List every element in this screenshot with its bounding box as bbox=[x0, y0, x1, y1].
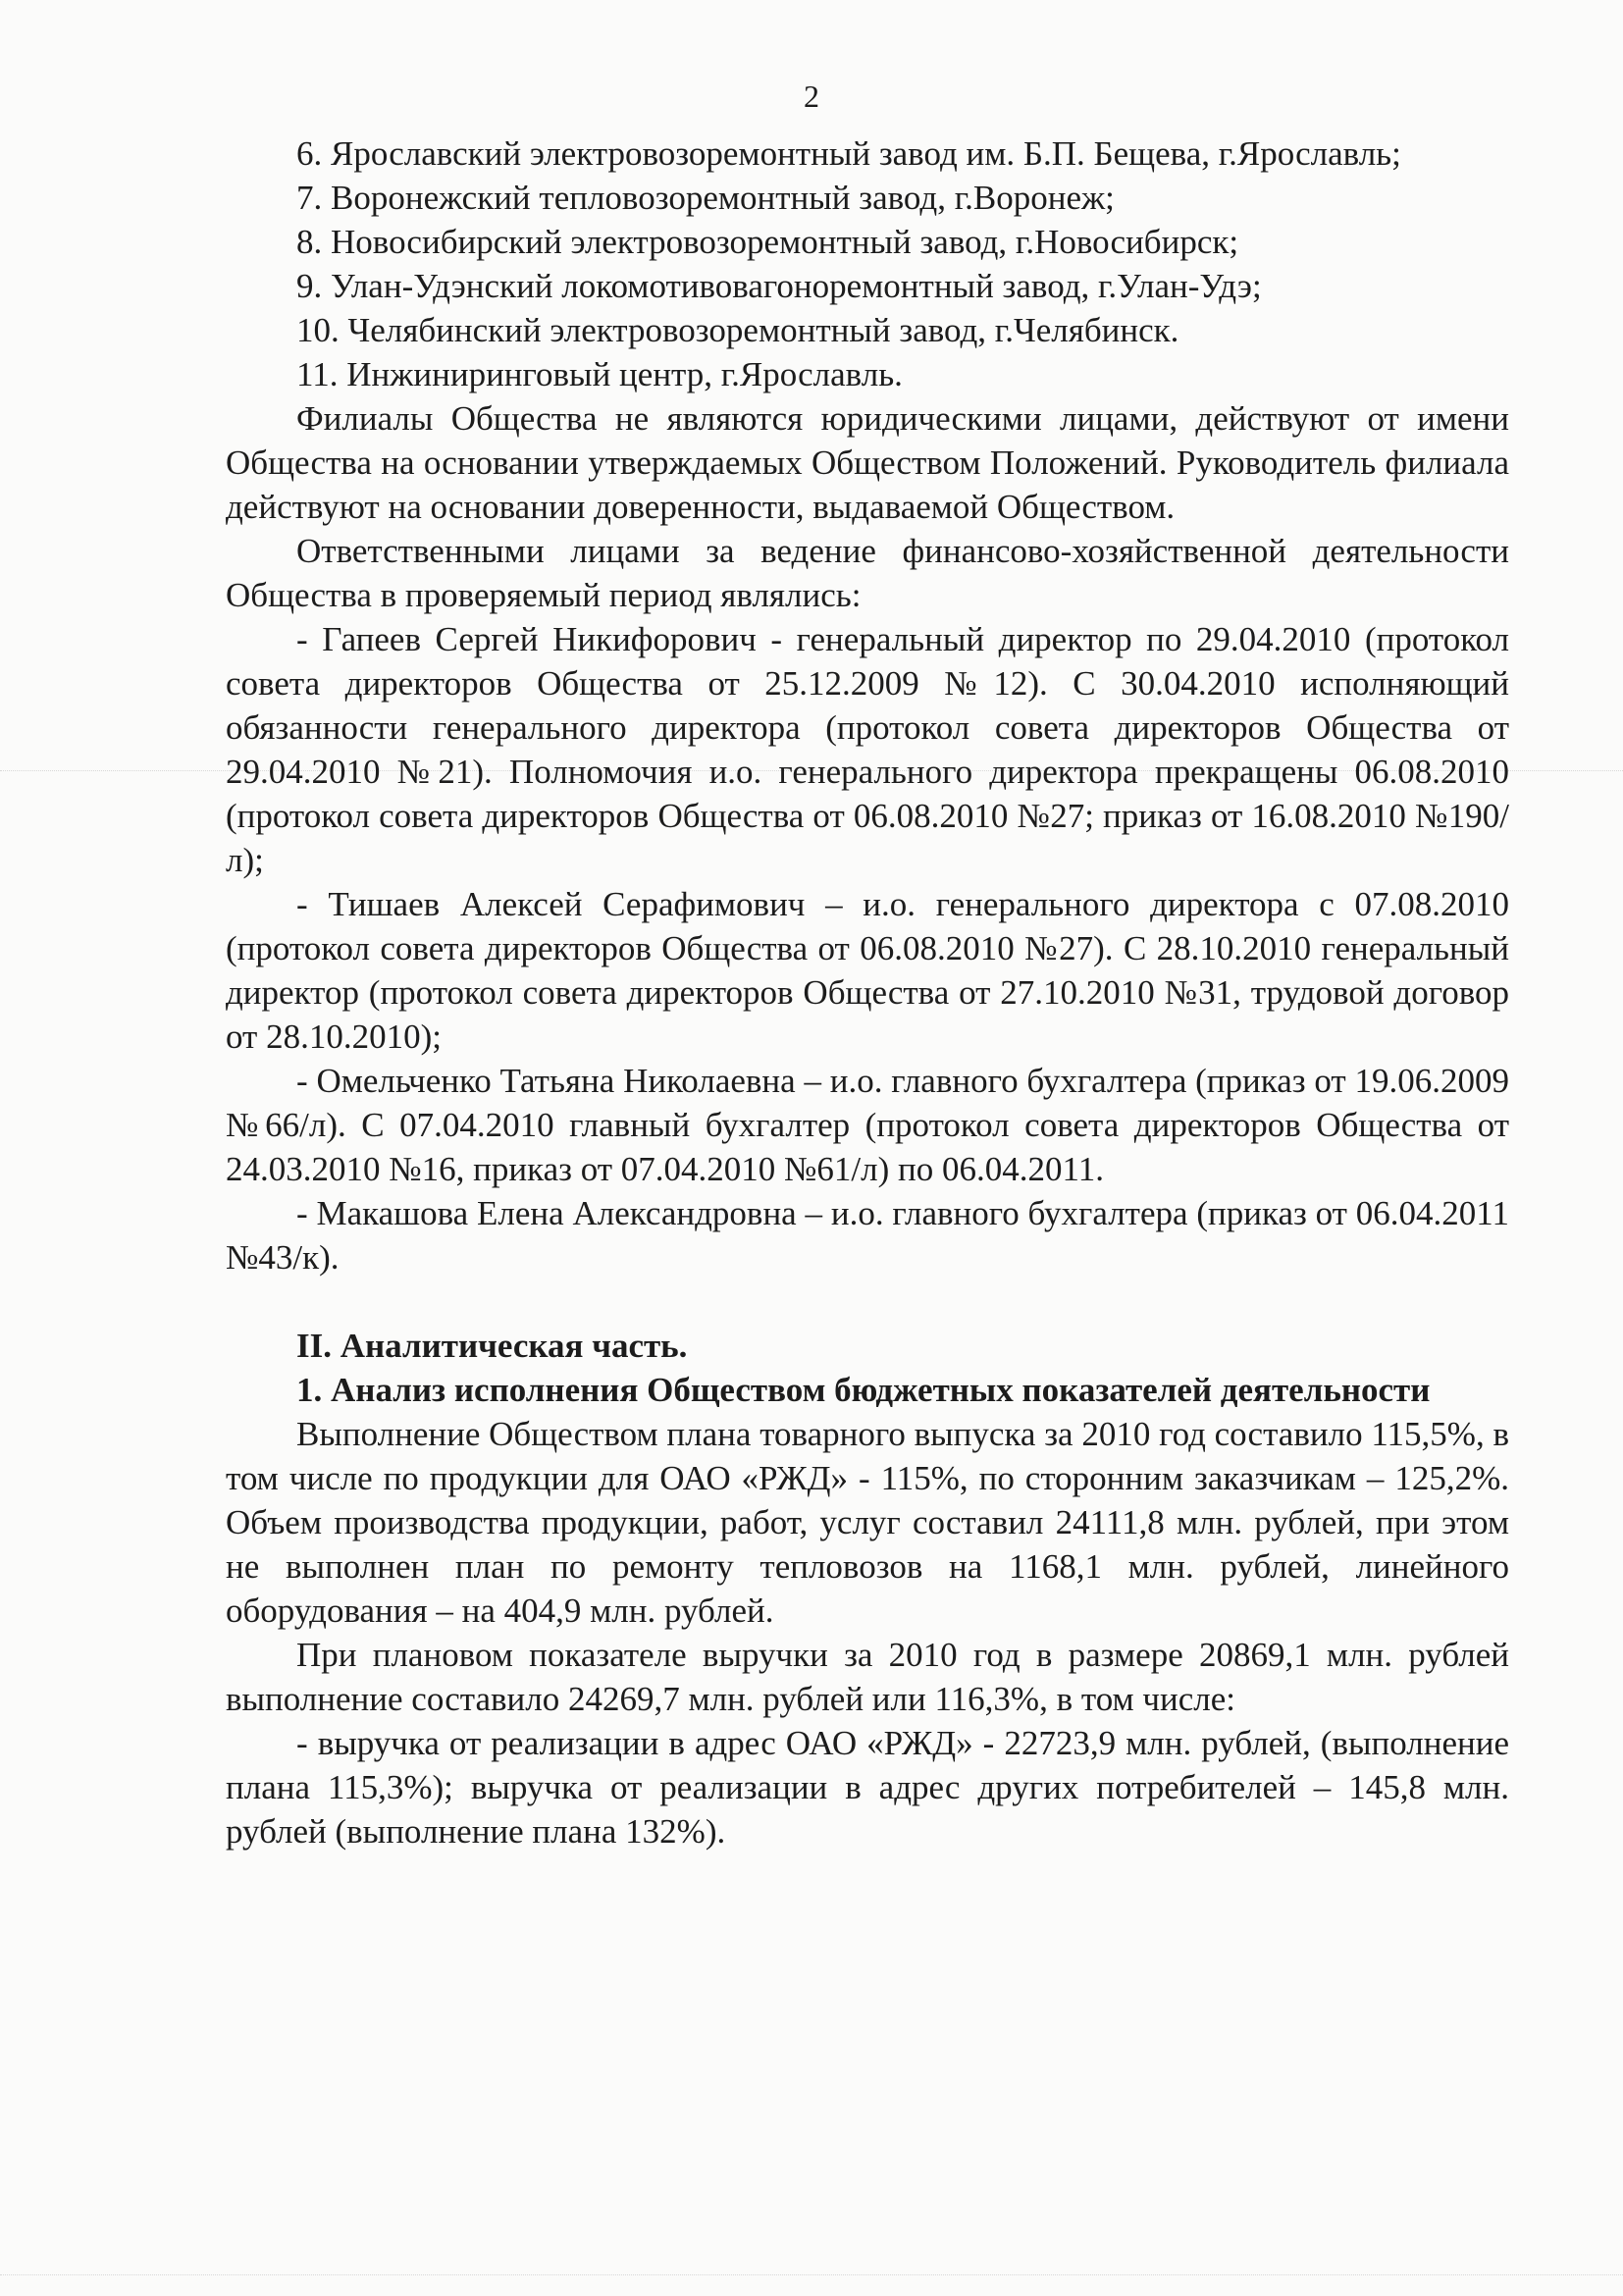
responsible-person-item: - Омельченко Татьяна Николаевна – и.о. главного бухгалтера (приказ от 19.06.2009 №66/л). С 07.04.2010 главный бухгалтер (протокол совета директоров Общества от 24.03.2010 №16, приказ от 07.04.2010 №61/л) по 06.04.2011. bbox=[226, 1062, 1509, 1188]
branch-item: 7. Воронежский тепловозоремонтный завод, г.Воронеж; bbox=[296, 179, 1115, 217]
branch-item: 6. Ярославский электровозоремонтный завод им. Б.П. Бещева, г.Ярославль; bbox=[296, 134, 1401, 173]
scan-artifact-line bbox=[0, 2274, 1623, 2275]
responsible-intro-paragraph: Ответственными лицами за ведение финансово-хозяйственной деятельности Общества в проверяемый период являлись: bbox=[226, 532, 1509, 614]
analysis-paragraph: При плановом показателе выручки за 2010 год в размере 20869,1 млн. рублей выполнение составило 24269,7 млн. рублей или 116,3%, в том числе: bbox=[226, 1636, 1509, 1718]
branch-item: 9. Улан-Удэнский локомотивовагоноремонтный завод, г.Улан-Удэ; bbox=[296, 267, 1262, 305]
section-spacer bbox=[226, 1279, 1509, 1324]
branches-note-paragraph: Филиалы Общества не являются юридическими лицами, действуют от имени Общества на основании утверждаемых Обществом Положений. Руководитель филиала действуют на основании доверенности, выдаваемой Обществом. bbox=[226, 399, 1509, 526]
analysis-paragraph: - выручка от реализации в адрес ОАО «РЖД» - 22723,9 млн. рублей, (выполнение плана 115,3%); выручка от реализации в адрес других потребителей – 145,8 млн. рублей (выполнение плана 132%). bbox=[226, 1724, 1509, 1851]
branch-item: 8. Новосибирский электровозоремонтный завод, г.Новосибирск; bbox=[296, 223, 1239, 261]
responsible-person-item: - Тишаев Алексей Серафимович – и.о. генерального директора с 07.08.2010 (протокол совета директоров Общества от 06.08.2010 №27). С 28.10.2010 генеральный директор (протокол совета директоров Общества от 27.10.2010 №31, трудовой договор от 28.10.2010); bbox=[226, 885, 1509, 1056]
analysis-paragraph: Выполнение Обществом плана товарного выпуска за 2010 год составило 115,5%, в том числе по продукции для ОАО «РЖД» - 115%, по сторонним заказчикам – 125,2%. Объем производства продукции, работ, услуг составил 24111,8 млн. рублей, при этом не выполнен план по ремонту тепловозов на 1168,1 млн. рублей, линейного оборудования – на 404,9 млн. рублей. bbox=[226, 1415, 1509, 1630]
section-title: II. Аналитическая часть. bbox=[296, 1327, 688, 1365]
document-body bbox=[226, 131, 1509, 1853]
branch-item: 11. Инжиниринговый центр, г.Ярославль. bbox=[296, 355, 903, 393]
subsection-title: 1. Анализ исполнения Обществом бюджетных показателей деятельности bbox=[296, 1371, 1431, 1409]
branch-item: 10. Челябинский электровозоремонтный завод, г.Челябинск. bbox=[296, 311, 1179, 349]
responsible-person-item: - Гапеев Сергей Никифорович - генеральный директор по 29.04.2010 (протокол совета директоров Общества от 25.12.2009 №12). С 30.04.2010 исполняющий обязанности генерального директора (протокол совета директоров Общества от 29.04.2010 №21). Полномочия и.о. генерального директора прекращены 06.08.2010 (протокол совета директоров Общества от 06.08.2010 №27; приказ от 16.08.2010 №190/л); bbox=[226, 620, 1509, 879]
responsible-person-item: - Макашова Елена Александровна – и.о. главного бухгалтера (приказ от 06.04.2011 №43/к). bbox=[226, 1194, 1509, 1277]
page-number: 2 bbox=[804, 78, 819, 114]
